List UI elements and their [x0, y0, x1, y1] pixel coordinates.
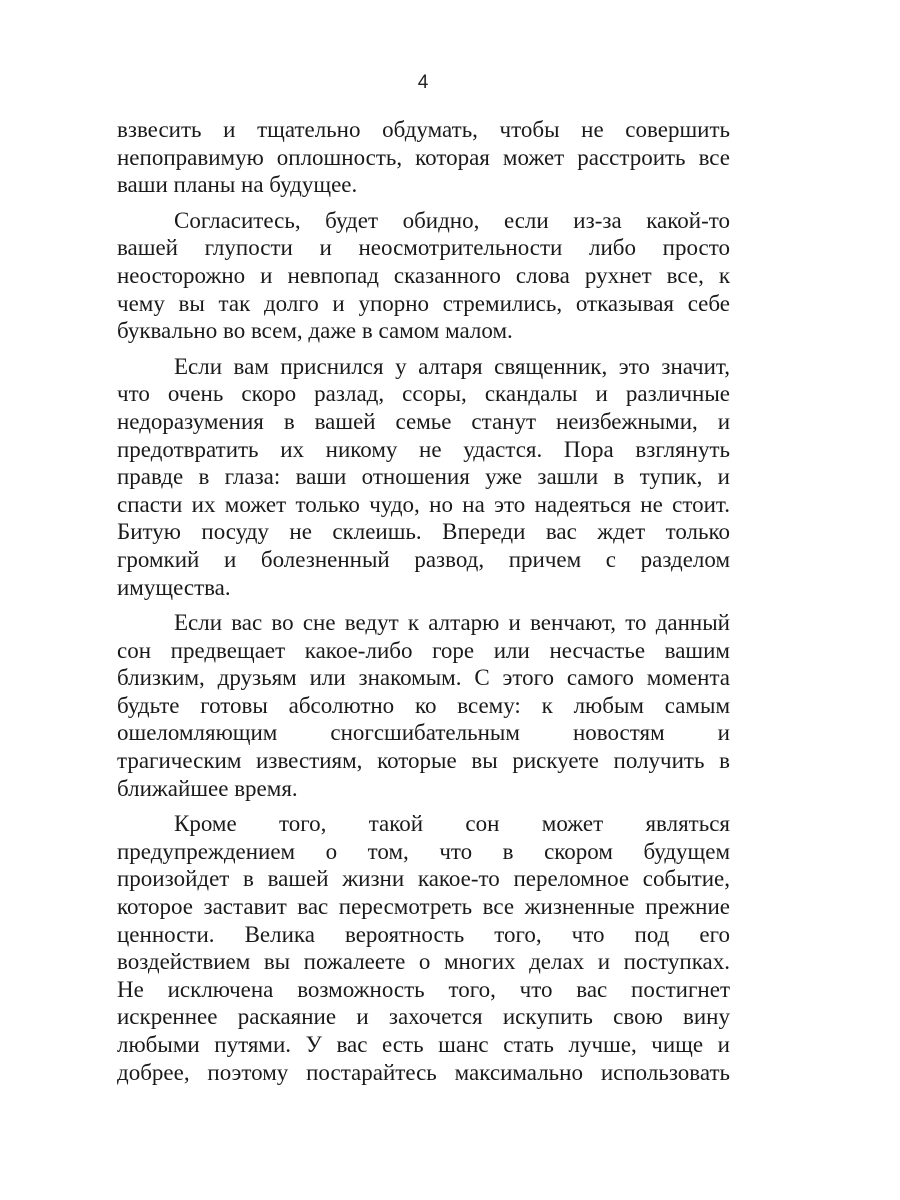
text-line: произойдет в вашей жизни какое-то переломное событие,: [117, 866, 730, 892]
text-line: предупреждением о том, что в скором будущем: [117, 838, 730, 864]
text-line: ценности. Велика вероятность того, что под его: [117, 921, 730, 947]
text-line: любыми путями. У вас есть шанс стать лучше, чище и: [117, 1032, 730, 1057]
text-line: имущества.: [117, 574, 231, 600]
text-line: трагическим известиям, которые вы рискуете получить в: [117, 748, 730, 774]
text-line: близким, друзьям или знакомым. С этого самого момента: [117, 665, 730, 691]
text-line: Согласитесь, будет обидно, если из-за какой-то: [174, 207, 730, 233]
text-line: ближайшее время.: [117, 775, 298, 801]
text-line: которое заставит вас пересмотреть все жизненные прежние: [117, 894, 730, 920]
paragraph: [117, 116, 730, 199]
text-line: ошеломляющим сногсшибательным новостям и: [117, 720, 730, 746]
text-line: что очень скоро разлад, ссоры, скандалы и различные: [117, 381, 730, 407]
text-line: вашей глупости и неосмотрительности либо просто: [117, 235, 730, 261]
text-line: будьте готовы абсолютно ко всему: к любым самым: [117, 692, 730, 718]
paragraph: [117, 609, 730, 802]
paragraph: [117, 810, 730, 1086]
text-line: взвесить и тщательно обдумать, чтобы не совершить: [117, 117, 730, 142]
text-line: громкий и болезненный развод, причем с разделом: [117, 546, 730, 572]
paragraph-gap: [117, 345, 730, 353]
paragraph-gap: [117, 802, 730, 810]
page-number: 4: [417, 72, 429, 93]
paragraph-gap: [117, 199, 730, 207]
text-line: непоправимую оплошность, которая может расстроить все: [117, 144, 730, 170]
text-line: Если вас во сне ведут к алтарю и венчают, то данный: [174, 610, 730, 636]
text-line: ваши планы на будущее.: [117, 172, 358, 198]
body-text: [117, 116, 730, 1086]
text-line: чему вы так долго и упорно стремились, отказывая себе: [117, 290, 730, 316]
text-line: сон предвещает какое-либо горе или несчастье вашим: [117, 637, 730, 663]
text-line: добрее, поэтому постарайтесь максимально использовать: [117, 1059, 730, 1085]
text-line: предотвратить их никому не удастся. Пора взглянуть: [117, 436, 730, 462]
paragraph-gap: [117, 601, 730, 609]
text-line: Кроме того, такой сон может являться: [174, 811, 730, 837]
text-line: правде в глаза: ваши отношения уже зашли в тупик, и: [117, 464, 730, 490]
text-line: недоразумения в вашей семье станут неизбежными, и: [117, 408, 730, 434]
text-line: искреннее раскаяние и захочется искупить свою вину: [117, 1004, 730, 1030]
text-line: Не исключена возможность того, что вас постигнет: [117, 976, 730, 1002]
text-line: Если вам приснился у алтаря священник, это значит,: [174, 353, 730, 379]
text-line: спасти их может только чудо, но на это надеяться не стоит.: [117, 491, 730, 517]
paragraph: [117, 207, 730, 345]
paragraph: [117, 353, 730, 601]
text-line: Битую посуду не склеишь. Впереди вас ждет только: [117, 519, 730, 545]
text-line: неосторожно и невпопад сказанного слова рухнет все, к: [117, 262, 730, 288]
text-line: буквально во всем, даже в самом малом.: [117, 318, 513, 344]
text-line: воздействием вы пожалеете о многих делах и поступках.: [117, 949, 730, 975]
